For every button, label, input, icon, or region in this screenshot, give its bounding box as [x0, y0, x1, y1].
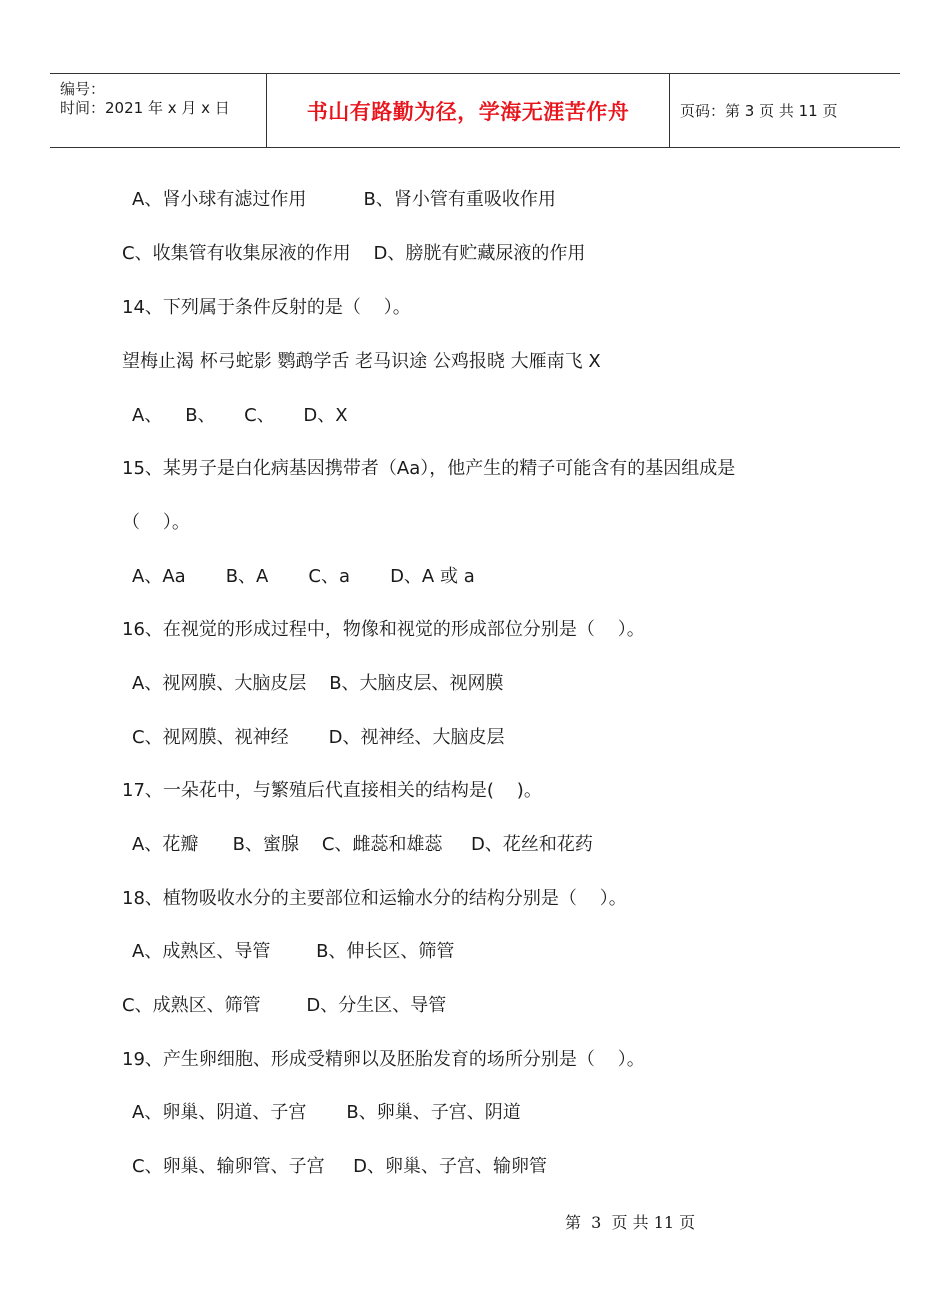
page-label-text: 页码：第 3 页 共 11 页	[680, 102, 838, 120]
header-motto	[267, 74, 670, 147]
header-page-label	[670, 74, 900, 147]
option-line-q18-ab: A、成熟区、导管 B、伸长区、筛管	[132, 941, 455, 962]
option-line-q18-cd: C、成熟区、筛管 D、分生区、导管	[122, 995, 447, 1016]
option-line-q17: A、花瓣 B、蜜腺 C、雌蕊和雄蕊 D、花丝和花药	[132, 834, 593, 855]
option-line-q13-cd: C、收集管有收集尿液的作用 D、膀胱有贮藏尿液的作用	[122, 243, 586, 264]
question-17: 17、一朵花中，与繁殖后代直接相关的结构是( )。	[122, 780, 542, 801]
question-15-cont: （ ）。	[122, 512, 190, 533]
question-15: 15、某男子是白化病基因携带者（Aa），他产生的精子可能含有的基因组成是	[122, 458, 736, 479]
option-line-q19-ab: A、卵巢、阴道、子宫 B、卵巢、子宫、阴道	[132, 1102, 521, 1123]
option-line-q19-cd: C、卵巢、输卵管、子宫 D、卵巢、子宫、输卵管	[132, 1156, 548, 1177]
option-line-q15: A、Aa B、A C、a D、A 或 a	[132, 566, 475, 587]
option-line-q13-ab: A、肾小球有滤过作用 B、肾小管有重吸收作用	[132, 189, 556, 210]
question-19: 19、产生卵细胞、形成受精卵以及胚胎发育的场所分别是（ ）。	[122, 1049, 645, 1070]
option-line-q16-ab: A、视网膜、大脑皮层 B、大脑皮层、视网膜	[132, 673, 504, 694]
option-line-q16-cd: C、视网膜、视神经 D、视神经、大脑皮层	[132, 727, 505, 748]
option-line-q14: A、 B、 C、 D、X	[132, 405, 348, 426]
question-14-items: 望梅止渴 杯弓蛇影 鹦鹉学舌 老马识途 公鸡报晓 大雁南飞 X	[122, 351, 601, 372]
question-18: 18、植物吸收水分的主要部位和运输水分的结构分别是（ ）。	[122, 888, 627, 909]
doc-number-label: 编号：	[60, 80, 106, 98]
page-footer: 第 3 页 共 11 页	[565, 1213, 696, 1232]
question-16: 16、在视觉的形成过程中，物像和视觉的形成部位分别是（ ）。	[122, 619, 645, 640]
header-meta	[50, 74, 267, 147]
page-header	[50, 73, 900, 148]
motto-text: 书山有路勤为径，学海无涯苦作舟	[306, 99, 630, 124]
time-label: 时间：2021 年 x 月 x 日	[60, 99, 230, 117]
question-14: 14、下列属于条件反射的是（ ）。	[122, 297, 411, 318]
